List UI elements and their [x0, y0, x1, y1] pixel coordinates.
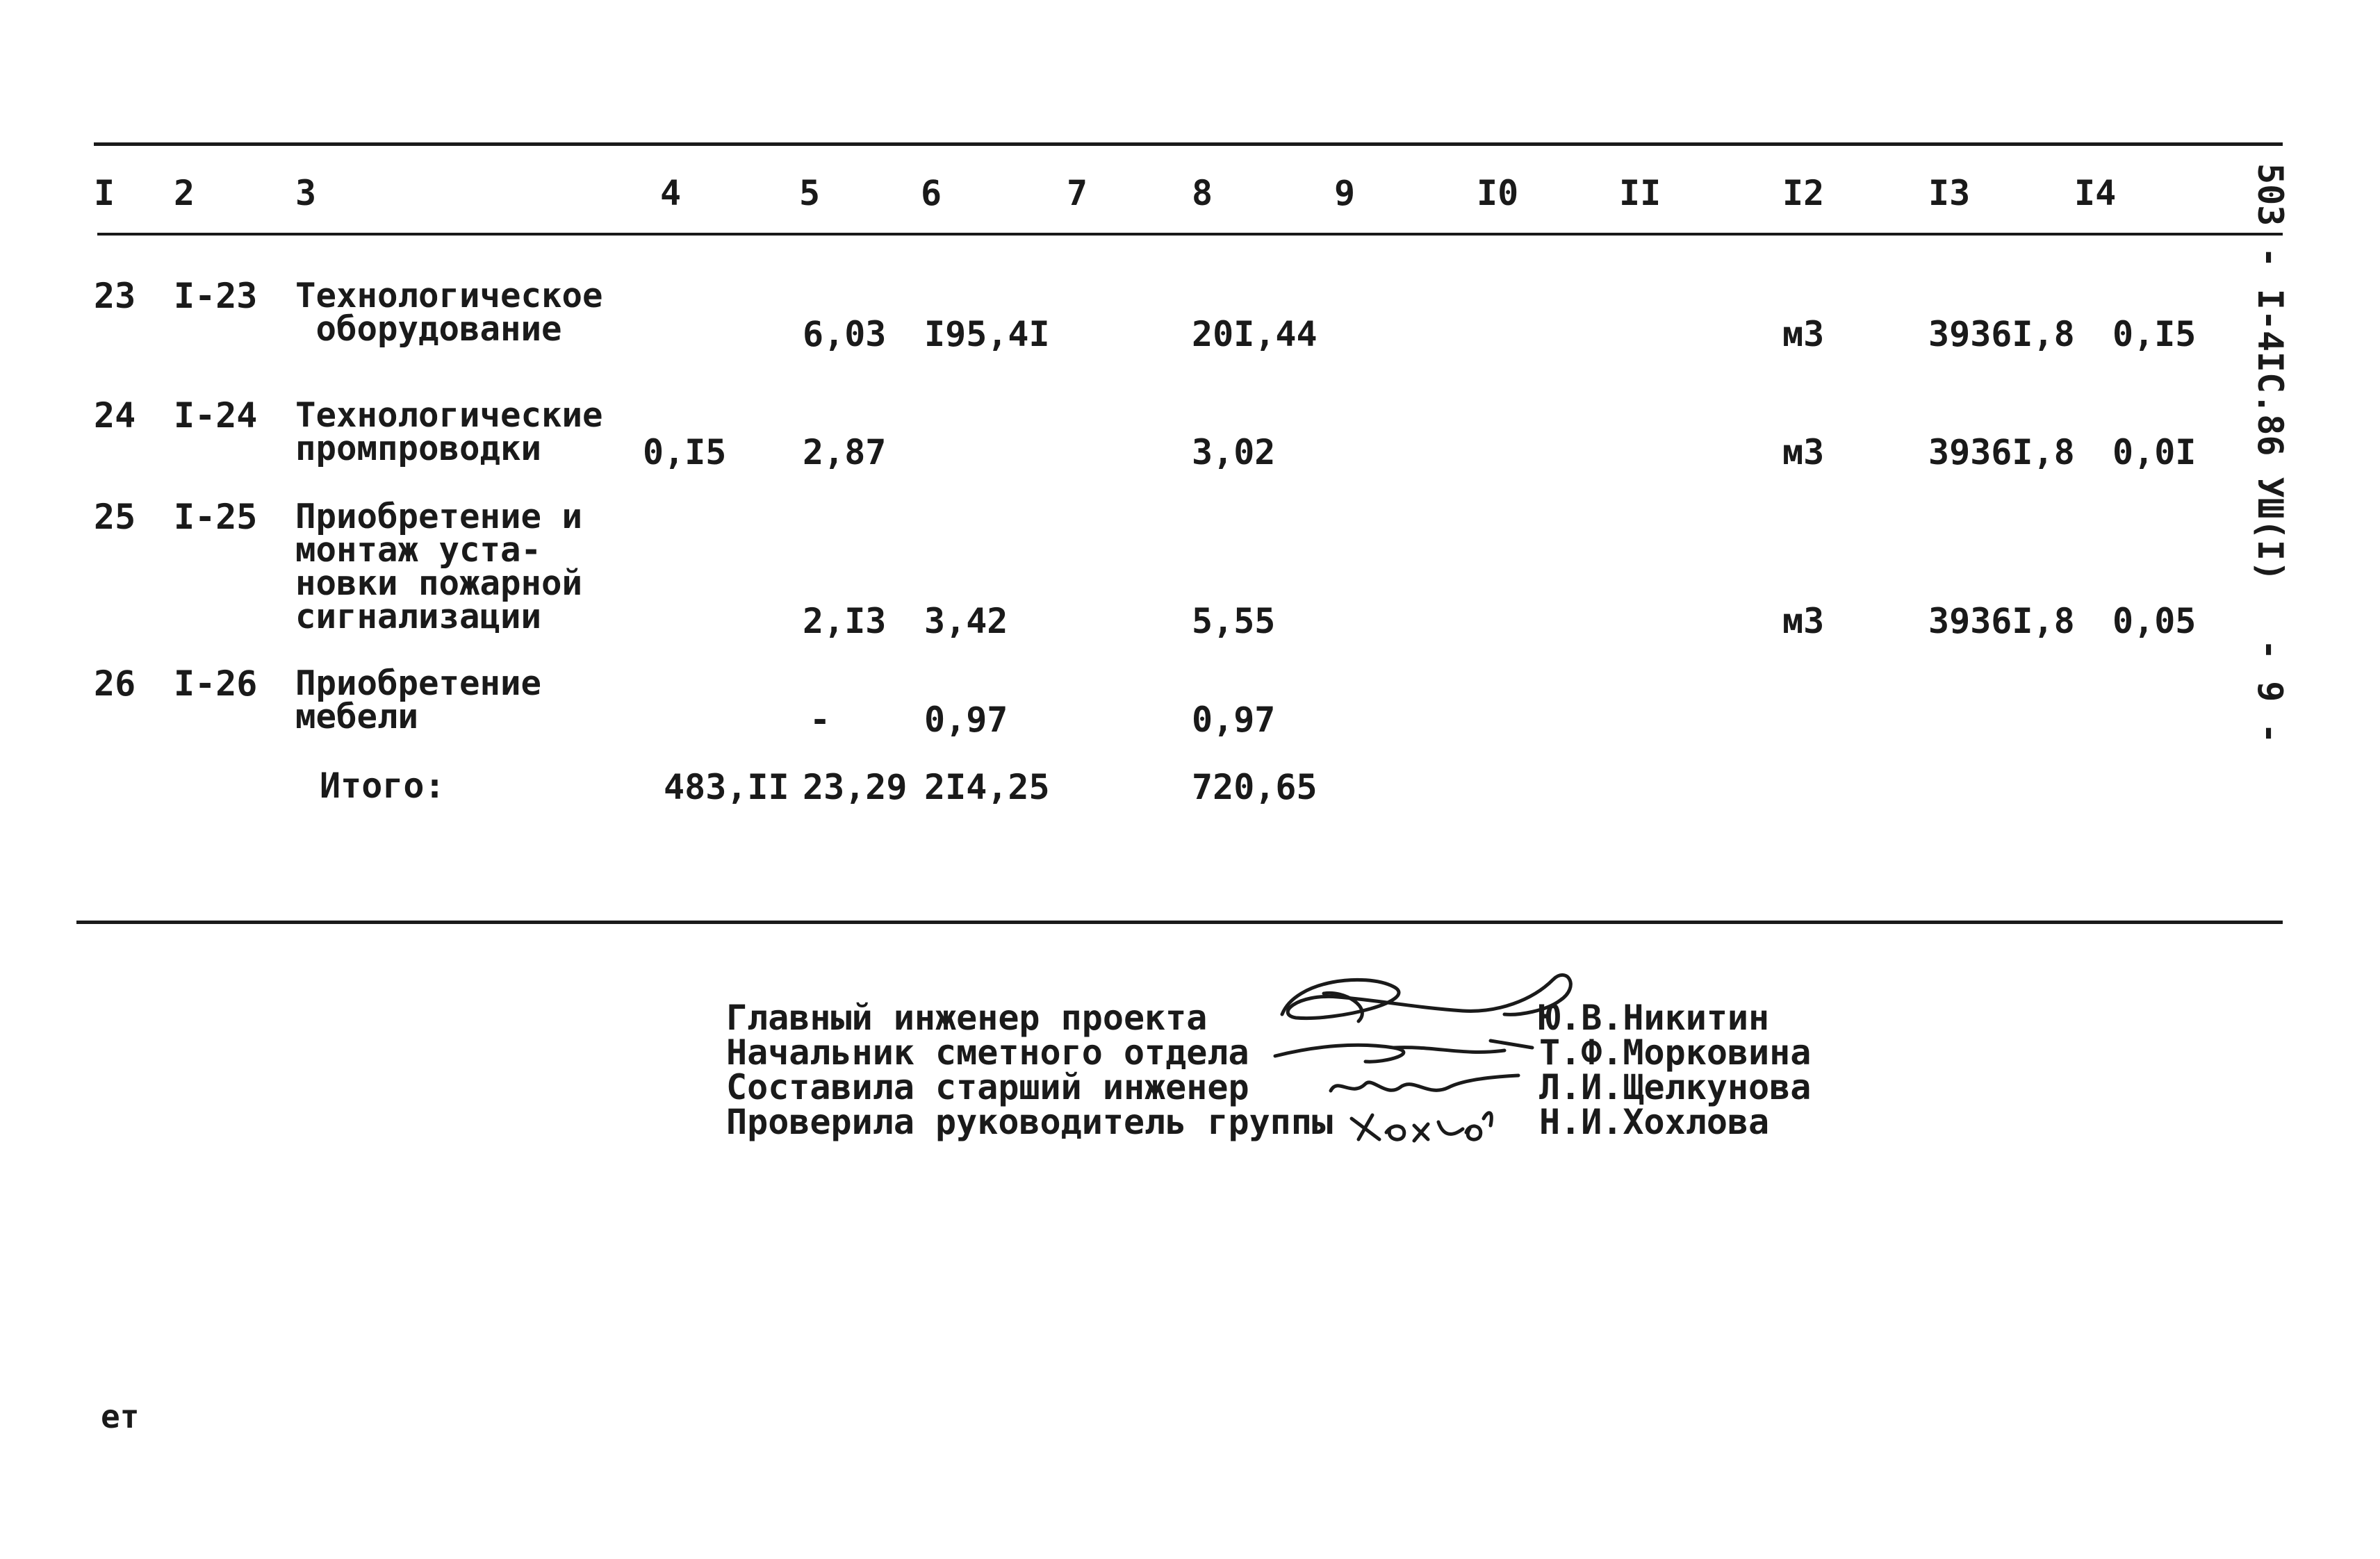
top-rule: [94, 142, 2283, 146]
col-header-14: I4: [2074, 173, 2117, 213]
row-col-8: 3,02: [1192, 432, 1276, 472]
row-col-12-unit: м3: [1782, 314, 1825, 354]
row-col-8: 5,55: [1192, 601, 1276, 641]
col-header-13: I3: [1928, 173, 1971, 213]
col-header-9: 9: [1334, 173, 1356, 213]
total-col-5: 23,29: [803, 767, 908, 807]
col-header-11: II: [1619, 173, 1661, 213]
col-header-10: I0: [1477, 173, 1519, 213]
row-description: Технологические промпроводки: [295, 395, 603, 468]
total-col-8: 720,65: [1192, 767, 1318, 807]
handwritten-signatures: [1254, 959, 1616, 1167]
row-col-13: 3936I,8: [1928, 314, 2075, 354]
col-header-4: 4: [660, 173, 682, 213]
col-header-12: I2: [1782, 173, 1825, 213]
row-col-14: 0,0I: [2112, 432, 2197, 472]
signature-name-khokhlova: Н.И.Хохлова: [1539, 1102, 1770, 1142]
signature-role-estimate-head: Начальник сметного отдела: [726, 1032, 1249, 1073]
col-header-2: 2: [174, 173, 195, 213]
row-col-5: 6,03: [803, 314, 887, 354]
row-description: Приобретение и монтаж уста- новки пожарной сигнализации: [295, 497, 583, 636]
row-number: 24: [94, 395, 136, 436]
row-col-6: 3,42: [924, 601, 1008, 641]
col-header-5: 5: [799, 173, 821, 213]
row-col-8: 20I,44: [1192, 314, 1318, 354]
col-header-6: 6: [921, 173, 942, 213]
col-header-3: 3: [295, 173, 317, 213]
row-col-8: 0,97: [1192, 700, 1276, 740]
signature-role-chief-engineer: Главный инженер проекта: [726, 998, 1208, 1038]
row-col-5: 2,87: [803, 432, 887, 472]
row-code: I-25: [174, 497, 258, 537]
header-rule: [97, 233, 2283, 236]
row-col-6: 0,97: [924, 700, 1008, 740]
row-description: Технологическое оборудование: [295, 276, 603, 349]
row-col-12-unit: м3: [1782, 601, 1825, 641]
row-code: I-23: [174, 276, 258, 316]
document-code-vertical: [2234, 163, 2345, 789]
row-number: 25: [94, 497, 136, 537]
bottom-rule: [76, 921, 2283, 924]
signature-name-shchelkunova: Л.И.Щелкунова: [1539, 1067, 1812, 1107]
signature-name-nikitin: Ю.В.Никитин: [1539, 998, 1770, 1038]
col-header-7: 7: [1067, 173, 1088, 213]
col-header-8: 8: [1192, 173, 1213, 213]
footer-note: ет: [101, 1398, 140, 1435]
row-col-5: -: [810, 700, 831, 740]
page-number: - 9 -: [2250, 639, 2290, 744]
row-col-14: 0,I5: [2112, 314, 2197, 354]
total-col-4: 483,II: [664, 767, 789, 807]
row-number: 23: [94, 276, 136, 316]
row-col-13: 3936I,8: [1928, 601, 2075, 641]
row-col-6: I95,4I: [924, 314, 1050, 354]
row-col-14: 0,05: [2112, 601, 2197, 641]
row-col-5: 2,I3: [803, 601, 887, 641]
row-code: I-26: [174, 663, 258, 704]
row-col-13: 3936I,8: [1928, 432, 2075, 472]
signature-name-morkovina: Т.Ф.Морковина: [1539, 1032, 1812, 1073]
row-code: I-24: [174, 395, 258, 436]
col-header-1: I: [94, 173, 115, 213]
signature-role-senior-engineer: Составила старший инженер: [726, 1067, 1249, 1107]
total-col-6: 2I4,25: [924, 767, 1050, 807]
row-col-4: 0,I5: [643, 432, 727, 472]
row-description: Приобретение мебели: [295, 663, 542, 736]
total-label: Итого:: [320, 766, 445, 806]
signature-role-group-lead: Проверила руководитель группы: [726, 1102, 1333, 1142]
row-number: 26: [94, 663, 136, 704]
document-code: 503 - I-4IC.86 УШ(I): [2250, 163, 2290, 582]
row-col-12-unit: м3: [1782, 432, 1825, 472]
